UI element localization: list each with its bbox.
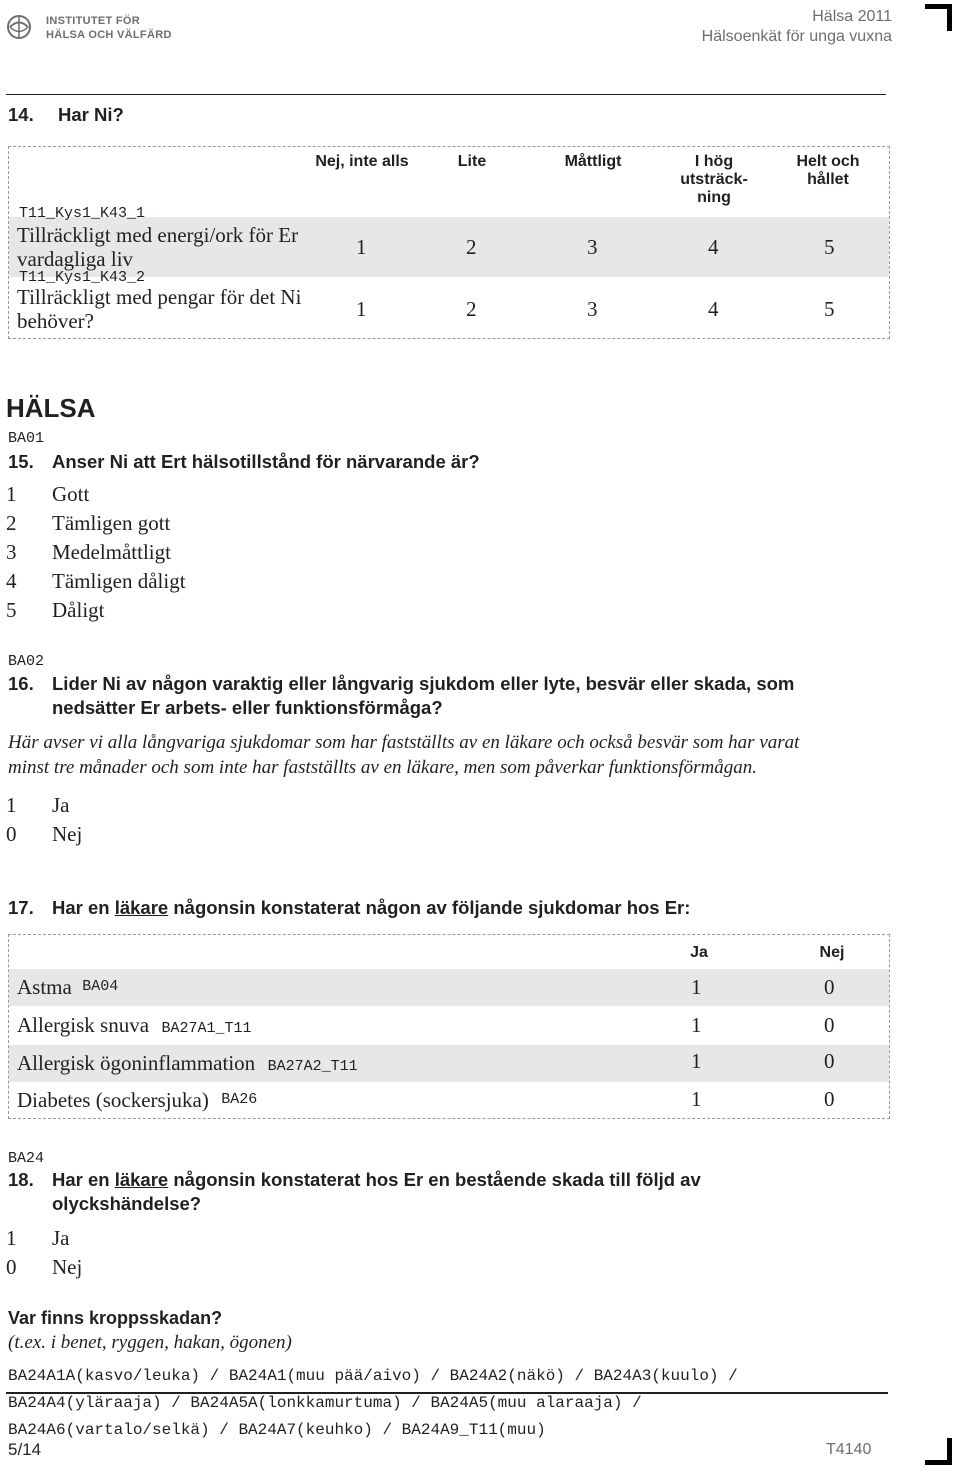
answer-option-3[interactable]: 3 xyxy=(587,297,598,321)
answer-option-1[interactable]: 1 xyxy=(356,235,367,259)
table-row xyxy=(17,1013,252,1038)
question-16-heading xyxy=(0,673,900,723)
answer-option-5[interactable]: 5 xyxy=(824,297,835,321)
answer-option-4[interactable]: 4 xyxy=(708,235,719,259)
question-15-heading xyxy=(0,451,900,477)
column-header-4: I hög utsträck-ning xyxy=(680,153,748,206)
option-label: Medelmåttligt xyxy=(52,540,171,564)
followup-question: Var finns kroppsskadan? xyxy=(8,1308,223,1328)
question-18-heading xyxy=(0,1169,900,1219)
question-text-emphasis: läkare xyxy=(114,1169,169,1190)
option-code: 5 xyxy=(6,598,17,622)
option-row[interactable] xyxy=(0,822,200,850)
answer-yes[interactable]: 1 xyxy=(691,1087,702,1111)
answer-option-2[interactable]: 2 xyxy=(466,297,477,321)
column-header-5: Helt och hållet xyxy=(796,153,860,188)
question-15-options xyxy=(0,482,400,632)
option-label: Dåligt xyxy=(52,598,105,622)
option-code: 0 xyxy=(6,822,17,846)
logo-line-2: HÄLSA OCH VÄLFÄRD xyxy=(46,29,172,41)
answer-yes[interactable]: 1 xyxy=(691,1013,702,1037)
row-label: Diabetes (sockersjuka) xyxy=(17,1088,209,1112)
question-text-emphasis: läkare xyxy=(114,897,169,918)
option-row[interactable] xyxy=(0,598,300,626)
option-row[interactable] xyxy=(0,1226,200,1254)
form-code: T4140 xyxy=(826,1441,872,1458)
variable-code: BA27A2_T11 xyxy=(267,1058,358,1075)
column-header-3: Måttligt xyxy=(564,153,622,170)
question-text-part: någonsin konstaterat någon av följande sjukdomar hos Er: xyxy=(168,897,691,918)
answer-option-3[interactable]: 3 xyxy=(587,235,598,259)
question-text-line-2: olyckshändelse? xyxy=(52,1193,202,1214)
question-note-line-2: minst tre månader och som inte har fastställts av en läkare, men som påverkar funktionsförmågan. xyxy=(8,757,758,778)
logo-globe-icon xyxy=(6,14,32,40)
followup-hint: (t.ex. i benet, ryggen, hakan, ögonen) xyxy=(8,1332,292,1353)
variable-code: T11_Kys1_K43_2 xyxy=(19,269,146,286)
row-label-2: Tillräckligt med pengar för det Ni behöver? xyxy=(17,285,302,333)
variable-code: BA27A1_T11 xyxy=(161,1020,252,1037)
question-number: 16. xyxy=(8,673,34,694)
row-label: Astma xyxy=(17,975,72,999)
question-text xyxy=(52,1169,701,1191)
answer-codes-line-3: BA24A6(vartalo/selkä) / BA24A7(keuhko) / BA24A9_T11(muu) xyxy=(8,1421,546,1439)
question-text-line-2: nedsätter Er arbets- eller funktionsförmåga? xyxy=(52,697,443,718)
question-text: Har Ni? xyxy=(58,104,124,125)
option-label: Tämligen dåligt xyxy=(52,569,186,593)
row-label: Allergisk ögoninflammation xyxy=(17,1051,256,1075)
option-row[interactable] xyxy=(0,793,200,821)
crop-mark-bottom-right xyxy=(925,1438,952,1465)
question-text-part: Har en xyxy=(52,897,115,918)
question-text-line-1: Lider Ni av någon varaktig eller långvarig sjukdom eller lyte, besvär eller skada, som xyxy=(52,673,795,694)
column-header-1: Nej, inte alls xyxy=(315,153,409,170)
grid-row-shaded xyxy=(9,969,889,1006)
variable-code: BA26 xyxy=(221,1091,258,1108)
question-text-part: någonsin konstaterat hos Er en bestående skada till följd av xyxy=(168,1169,701,1190)
option-code: 3 xyxy=(6,540,17,564)
variable-code: T11_Kys1_K43_1 xyxy=(19,205,146,222)
question-text xyxy=(52,897,690,919)
option-code: 1 xyxy=(6,793,17,817)
option-code: 1 xyxy=(6,1226,17,1250)
page-number: 5/14 xyxy=(8,1440,42,1459)
answer-yes[interactable]: 1 xyxy=(691,1049,702,1073)
variable-code: BA02 xyxy=(8,653,45,670)
section-title: HÄLSA xyxy=(6,393,96,423)
option-row[interactable] xyxy=(0,511,300,539)
answer-option-5[interactable]: 5 xyxy=(824,235,835,259)
option-code: 1 xyxy=(6,482,17,506)
option-label: Nej xyxy=(52,822,83,846)
option-label: Nej xyxy=(52,1255,83,1279)
option-row[interactable] xyxy=(0,482,300,510)
answer-codes-line-1: BA24A1A(kasvo/leuka) / BA24A1(muu pää/aivo) / BA24A2(näkö) / BA24A3(kuulo) / xyxy=(8,1367,738,1385)
question-17-heading xyxy=(0,897,900,923)
option-label: Ja xyxy=(52,1226,70,1250)
answer-no[interactable]: 0 xyxy=(824,1087,835,1111)
option-row[interactable] xyxy=(0,569,300,597)
question-note-line-1: Här avser vi alla långvariga sjukdomar som har fastställts av en läkare och också besvär som har varat xyxy=(8,732,800,753)
answer-no[interactable]: 0 xyxy=(824,1013,835,1037)
header-title: Hälsa 2011 xyxy=(812,8,892,25)
option-label: Ja xyxy=(52,793,70,817)
question-number: 18. xyxy=(8,1169,34,1190)
option-label: Tämligen gott xyxy=(52,511,171,535)
option-label: Gott xyxy=(52,482,90,506)
answer-option-1[interactable]: 1 xyxy=(356,297,367,321)
answer-option-2[interactable]: 2 xyxy=(466,235,477,259)
variable-code: BA24 xyxy=(8,1150,45,1167)
answer-yes[interactable]: 1 xyxy=(691,975,702,999)
logo-line-1: INSTITUTET FÖR xyxy=(46,15,141,27)
question-17-grid xyxy=(8,934,890,1119)
option-row[interactable] xyxy=(0,540,300,568)
question-14-heading xyxy=(0,104,900,130)
question-text: Anser Ni att Ert hälsotillstånd för närvarande är? xyxy=(52,451,480,472)
answer-no[interactable]: 0 xyxy=(824,1049,835,1073)
column-header-yes: Ja xyxy=(690,944,708,961)
question-number: 17. xyxy=(8,897,34,918)
table-row xyxy=(17,1051,358,1076)
question-number: 14. xyxy=(8,104,34,125)
row-label: Allergisk snuva xyxy=(17,1013,150,1037)
variable-code: BA04 xyxy=(82,978,119,995)
crop-mark-top-right xyxy=(925,4,952,31)
table-row xyxy=(17,1088,257,1113)
question-number: 15. xyxy=(8,451,34,472)
institution-logo xyxy=(6,12,172,42)
section-rule xyxy=(6,94,886,95)
header-subtitle: Hälsoenkät för unga vuxna xyxy=(701,28,892,45)
answer-codes-line-2: BA24A4(yläraaja) / BA24A5A(lonkkamurtuma) / BA24A5(muu alaraaja) / xyxy=(8,1394,642,1412)
option-code: 0 xyxy=(6,1255,17,1279)
row-label-1: Tillräckligt med energi/ork för Er vardagliga liv xyxy=(17,223,299,271)
option-code: 2 xyxy=(6,511,17,535)
question-text-part: Har en xyxy=(52,1169,115,1190)
answer-option-4[interactable]: 4 xyxy=(708,297,719,321)
table-row xyxy=(17,975,118,1000)
question-14-grid xyxy=(8,146,890,339)
column-header-no: Nej xyxy=(819,944,845,961)
answer-no[interactable]: 0 xyxy=(824,975,835,999)
option-code: 4 xyxy=(6,569,17,593)
column-header-2: Lite xyxy=(457,153,487,170)
variable-code: BA01 xyxy=(8,430,45,447)
option-row[interactable] xyxy=(0,1255,200,1283)
